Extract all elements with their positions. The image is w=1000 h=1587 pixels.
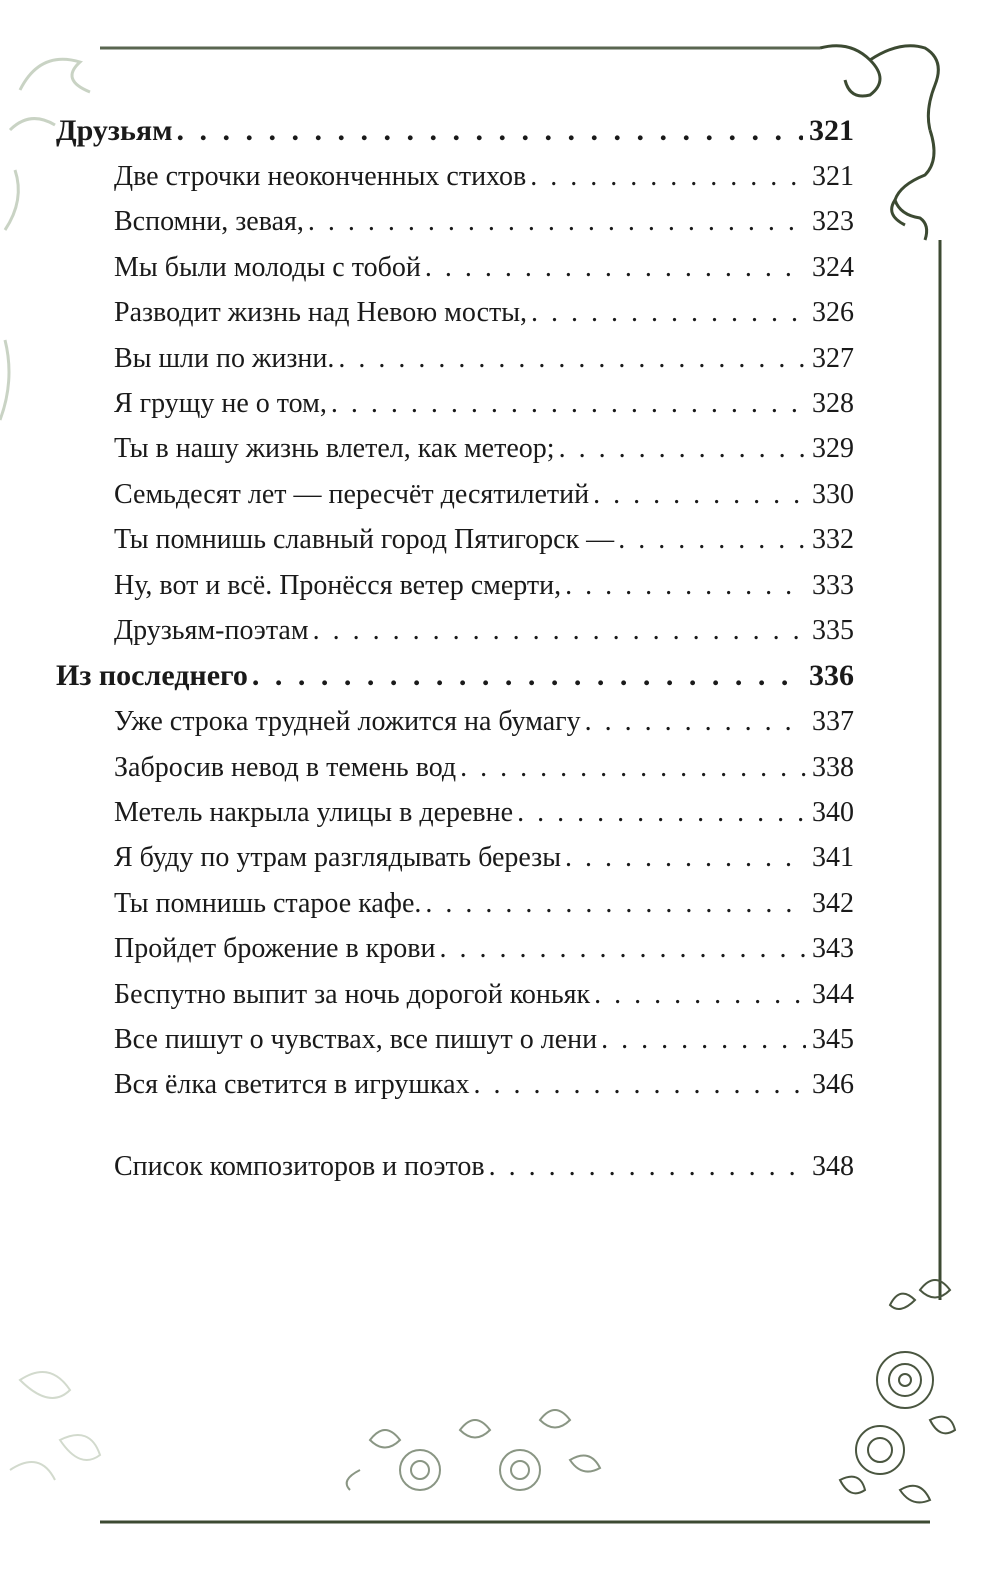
entry-page-number: 342 [812,887,854,919]
dot-leader [618,517,806,562]
entry-page-number: 343 [812,933,854,965]
toc-entry [56,608,854,653]
section-title: Друзьям [56,114,173,147]
entry-page-number: 330 [812,478,854,510]
entry-page-number: 332 [812,524,854,556]
dot-leader [601,1017,806,1062]
dot-leader [530,154,806,199]
entry-page-number: 321 [812,161,854,192]
toc-entry [56,517,854,562]
entry-title: Беспутно выпит за ночь дорогой коньяк [114,978,591,1010]
section-title: Из последнего [56,659,248,693]
toc-entry [56,1017,854,1062]
toc-entry [56,745,854,790]
section-page-number: 321 [809,114,854,147]
dot-leader [440,926,807,971]
toc-entry [56,472,854,517]
dot-leader [331,381,806,426]
entry-page-number: 328 [812,387,854,419]
bottom-left-ornament [10,1372,100,1480]
dot-leader [252,653,803,699]
toc-entry [56,426,854,471]
entry-page-number: 341 [812,842,854,874]
toc-entry [56,336,854,381]
dot-leader [585,699,806,744]
toc-entry [56,290,854,335]
entry-page-number: 327 [812,342,854,374]
dot-leader [474,1062,807,1107]
section-page-number: 336 [809,659,854,693]
entry-title: Я буду по утрам разглядывать березы [114,842,562,874]
dot-leader [531,290,806,335]
dot-leader [425,245,806,290]
entry-title: Друзьям-поэтам [114,614,309,646]
entry-page-number: 344 [812,978,854,1010]
entry-title: Метель накрыла улицы в деревне [114,797,514,829]
entry-title: Семьдесят лет — пересчёт десятилетий [114,478,590,510]
entry-page-number: 348 [812,1150,854,1182]
entry-title: Забросив невод в темень вод [114,751,457,783]
entry-title: Вспомни, зевая, [114,206,304,238]
toc-entry [56,699,854,744]
dot-leader [313,608,806,653]
toc-entry [56,154,854,199]
entry-title: Ты помнишь славный город Пятигорск — [114,524,615,556]
toc-entry [56,381,854,426]
entry-title: Я грущу не о том, [114,387,327,419]
table-of-contents [56,108,854,1189]
toc-entry [56,926,854,971]
dot-leader [559,426,806,471]
entry-page-number: 329 [812,433,854,465]
entry-page-number: 323 [812,206,854,238]
entry-page-number: 340 [812,797,854,829]
entry-title: Список композиторов и поэтов [114,1150,485,1182]
dot-leader [460,745,806,790]
dot-leader [338,336,806,381]
entry-page-number: 335 [812,614,854,646]
dot-leader [517,790,806,835]
entry-page-number: 345 [812,1024,854,1056]
rose-garland-icon [347,1410,600,1490]
entry-title: Ты помнишь старое кафе. [114,887,422,919]
entry-title: Все пишут о чувствах, все пишут о лени [114,1024,598,1056]
dot-leader [565,835,806,880]
dot-leader [177,108,803,154]
rose-ornament-icon [840,1280,955,1502]
dot-leader [565,563,806,608]
section-heading-iz-poslednego [56,653,854,699]
spacer [56,1108,854,1144]
dot-leader [489,1144,806,1189]
toc-entry [56,1062,854,1107]
dot-leader [425,881,806,926]
entry-page-number: 337 [812,706,854,738]
entry-title: Мы были молоды с тобой [114,251,421,283]
entry-title: Пройдет брожение в крови [114,933,436,965]
toc-entry [56,881,854,926]
toc-entry [56,199,854,244]
dot-leader [593,472,806,517]
section-heading-druzyam [56,108,854,154]
entry-title: Вы шли по жизни. [114,342,335,374]
toc-entry [56,790,854,835]
entry-title: Уже строка трудней ложится на бумагу [114,706,581,738]
entry-title: Две строчки неоконченных стихов [114,161,527,192]
entry-page-number: 326 [812,297,854,329]
toc-entry [56,563,854,608]
entry-page-number: 333 [812,569,854,601]
toc-entry [56,835,854,880]
dot-leader [308,199,806,244]
entry-title: Ну, вот и всё. Пронёсся ветер смерти, [114,569,562,601]
entry-page-number: 324 [812,251,854,283]
toc-entry-appendix [56,1144,854,1189]
toc-entry [56,972,854,1017]
dot-leader [594,972,806,1017]
entry-page-number: 346 [812,1069,854,1101]
entry-title: Ты в нашу жизнь влетел, как метеор; [114,433,555,465]
entry-title: Вся ёлка светится в игрушках [114,1069,470,1101]
entry-page-number: 338 [812,751,854,783]
entry-title: Разводит жизнь над Невою мосты, [114,297,528,329]
toc-entry [56,245,854,290]
